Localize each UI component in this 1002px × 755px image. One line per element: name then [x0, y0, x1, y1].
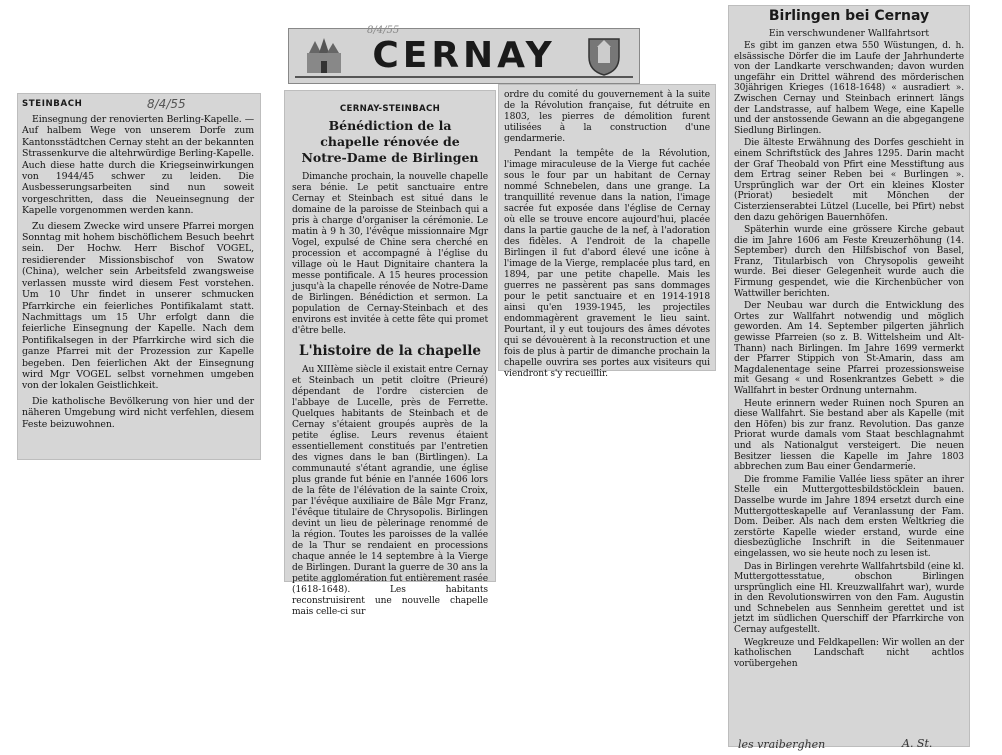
crest-right-icon: [583, 35, 625, 77]
birlingen-paragraph-6: Die fromme Familie Vallée liess später an ihrer Stelle ein Muttergottesbildstöcklein bauen. Dasselbe wurde im Jahre 1894 ersetzt durch eine Muttergotteskapelle auf Veranlassung der Fam. Dom. Deiber. Als nach dem ersten Weltkrieg die zerstörte Kapelle wieder erstand, wurde eine diesbezügliche Inschrift in die Seitenmauer eingelassen, wo sie heute noch zu lesen ist.: [734, 474, 964, 559]
cernay-masthead: [288, 25, 640, 84]
steinbach-paragraph-1: Einsegnung der renovierten Berling-Kapelle. — Auf halbem Wege von unserem Dorfe zum Kantonsstädtchen Cernay steht an der bekannten Strassenkurve die altehrwürdige Berling-Kapelle. Auch diese hatte durch die Kriegseinwirkungen von 1944/45 schwer zu leiden. Die Ausbesserungsarbeiten sind nun soweit vorgeschritten, dass die Neueinsegnung der Kapelle vorgenommen werden kann.: [22, 114, 254, 217]
birlingen-paragraph-7: Das in Birlingen verehrte Wallfahrtsbild (eine kl. Muttergottesstatue, obschon Birlingen ursprünglich eine Hl. Kreuzwallfahrt war), wurde in den Revolutionswirren von den Fam. Augustin und Schnebelen aus Sennheim gerettet und ist jetzt im südlichen Querschiff der Pfarrkirche von Cernay aufgestellt.: [734, 561, 964, 636]
article-headline: Bénédiction de la chapelle rénovée de Notre-Dame de Birlingen: [301, 118, 479, 165]
crest-left-icon: [303, 35, 345, 77]
birlingen-paragraph-4: Der Neubau war durch die Entwicklung des Ortes zur Wallfahrt notwendig und möglich geworden. Am 14. September pilgerten jährlich gewisse Pfarreien (so z. B. Wittelsheim und Alt-Thann) nach Birlingen. Im Jahre 1699 vermerkt der Pfarrer Stippich von St-Amarin, dass am Magdalenentage seine Pfarrei prozessionsweise mit Gesang « und Rosenkrantzes Gebett » die Wallfahrt in bester Ordnung unternahm.: [734, 301, 964, 396]
birlingen-title: Birlingen bei Cernay: [768, 8, 930, 24]
birlingen-paragraph-1: Es gibt im ganzen etwa 550 Wüstungen, d. h. elsässische Dörfer die im Laufe der Jahrhunderte von der Landkarte verschwanden; davon wurden ungefähr ein Drittel während des mörderischen 30jährigen Krieges (1618-1648) « ausradiert ». Zwischen Cernay und Steinbach erinnert längs der Landstrasse, auf halbem Wege, eine Kapelle und der anstossende Gewann an die abgegangene Siedlung Birlingen.: [734, 41, 964, 136]
steinbach-clipping: [17, 93, 261, 460]
birlingen-paragraph-8: Wegkreuze und Feldkapellen: Wir wollen an der katholischen Landschaft nicht achtlos vorübergehen: [734, 637, 964, 669]
article-subhead: L'histoire de la chapelle: [299, 343, 481, 359]
article-kicker: CERNAY-STEINBACH: [339, 104, 441, 114]
birlingen-paragraph-3: Späterhin wurde eine grössere Kirche gebaut die im Jahre 1606 am Feste Kreuzerhöhung (14. September) durch den Hilfsbischof von Basel, Franz, Titularbisch von Chrysopolis geweiht wurde. Bei dieser Gelegenheit wurde auch die Firmung gespendet, wie die Kirchenbücher von Wattwiller berichten.: [734, 225, 964, 299]
article-history: Au XIIIème siècle il existait entre Cernay et Steinbach un petit cloître (Prieuré) dépendant de l'ordre cistercien de l'abbaye de Lucelle, près de Ferrette. Quelques habitants de Steinbach et de Cernay s'étaient groupés auprès de la petite église. Leurs revenus étaient essentiellement constitués par l'entretien des vignes dans le ban (Birtlingen). La communauté s'étant agrandie, une église plus grande fut bénie en l'année 1606 lors de la fête de l'élévation de la sainte Croix, par l'évêque auxiliaire de Bâle Mgr Franz, l'évêque titulaire de Chrysopolis. Birlingen devint un lieu de pèlerinage renommé de la région. Toutes les paroisses de la vallée de la Thur se rendaient en processions chaque année le 14 septembre à la Vierge de Birlingen. Durant la guerre de 30 ans la petite agglomération fut entièrement rasée (1618-1648). Les habitants reconstruisirent une nouvelle chapelle mais celle-ci sur: [292, 365, 488, 617]
handwritten-note-left: les vraiberghen: [738, 738, 826, 751]
pencil-note: 8/4/55: [367, 25, 400, 36]
birlingen-clipping: [728, 5, 970, 747]
steinbach-source: STEINBACH: [22, 99, 83, 109]
continuation-paragraph-1: ordre du comité du gouvernement à la suite de la Révolution française, fut détruite en 1803, les pierres de démolition furent utilisées à la construction d'une gendarmerie.: [504, 90, 710, 144]
birlingen-paragraph-5: Heute erinnern weder Ruinen noch Spuren an diese Wallfahrt. Sie bestand aber als Kapelle (mit den Höfen) bis zur franz. Revolution. Das ganze Priorat wurde damals vom Staat beschlagnahmt und als Nationalgut versteigert. Die neuen Besitzer liessen die Kapelle im Jahre 1803 abbrechen zum Bau einer Gendarmerie.: [734, 398, 964, 473]
handwritten-note-right: A. St.: [902, 737, 933, 750]
birlingen-subtitle: Ein verschwundener Wallfahrtsort: [768, 28, 930, 39]
french-article-continuation: [498, 84, 716, 379]
steinbach-paragraph-2: Zu diesem Zwecke wird unsere Pfarrei morgen Sonntag mit hohem bischöflichem Besuch beehrt sein. Der Hochw. Herr Bischof VOGEL, residierender Missionsbischof von Swatow (China), welcher sein Arbeitsfeld zwangsweise verlassen musste wird diesem Fest vorstehen. Um 10 Uhr findet in unserer schmucken Pfarrkirche ein feierliches Pontifikalamt statt. Nachmittags um 15 Uhr erfolgt dann die feierliche Einsegnung der Kapelle. Nach dem Pontifikalsegen in der Pfarrkirche wird sich die ganze Pfarrei mit der Prozession zur Kapelle begeben. Den feierlichen Akt der Einsegnung wird Mgr VOGEL selbst vornehmen umgeben von der lokalen Geistlichkeit.: [22, 220, 254, 392]
handwritten-date: 8/4/55: [147, 97, 186, 111]
continuation-paragraph-2: Pendant la tempête de la Révolution, l'image miraculeuse de la Vierge fut cachée sous le four par un habitant de Cernay nommé Schnebelen, dans une grange. La tranquillité revenue dans la nation, l'image sacrée fut exposée dans l'église de Cernay où elle se trouve encore aujourd'hui, placée dans la partie gauche de la nef, à l'adoration des fidèles. A l'endroit de la chapelle Birlingen il fut d'abord élevé une icône à l'image de la Vierge, remplacée plus tard, en 1894, par une petite chapelle. Mais les guerres ne passèrent pas sans dommages pour le petit sanctuaire et en 1914-1918 ainsi qu'en 1939-1945, les projectiles endommagèrent gravement le lieu saint. Pourtant, il y eut toujours des âmes dévotes qui se dévouèrent à la reconstruction et une fois de plus à partir de dimanche prochain la chapelle ouvrira ses portes aux visiteurs qui viendront s'y recueillir.: [504, 149, 710, 379]
steinbach-paragraph-3: Die katholische Bevölkerung von hier und der näheren Umgebung wird nicht verfehlen, diesem Feste beizuwohnen.: [22, 395, 254, 430]
french-article-clipping: [284, 90, 496, 617]
birlingen-paragraph-2: Die älteste Erwähnung des Dorfes geschieht in einem Schriftstück des Jahres 1295. Darin macht der Graf Theobald von Pfirt eine Messtiftung aus dem Ertrag seiner Reben bei « Burlingen ». Ursprünglich war der Ort ein kleines Kloster (Priorat) besiedelt mit Mönchen der Cisterzienserabtei Lützel (Lucelle, bei Pfirt) nebst den dazu gehörigen Bauernhöfen.: [734, 138, 964, 223]
masthead-title: CERNAY: [372, 35, 556, 76]
masthead-rule: [295, 76, 633, 78]
article-intro: Dimanche prochain, la nouvelle chapelle sera bénie. Le petit sanctuaire entre Cernay et Steinbach est situé dans le domaine de la paroisse de Steinbach qui a pris à charge d'organiser la cérémonie. Le matin à 9 h 30, l'évêque missionnaire Mgr Vogel, expulsé de Chine sera cherché en procession et accompagné à l'église du village où le Haut Dignitaire chantera la messe pontificale. A 15 heures procession jusqu'à la chapelle rénovée de Notre-Dame de Birlingen. Bénédiction et sermon. La population de Cernay-Steinbach et des environs est invitée à cette fête qui promet d'être belle.: [292, 172, 488, 336]
